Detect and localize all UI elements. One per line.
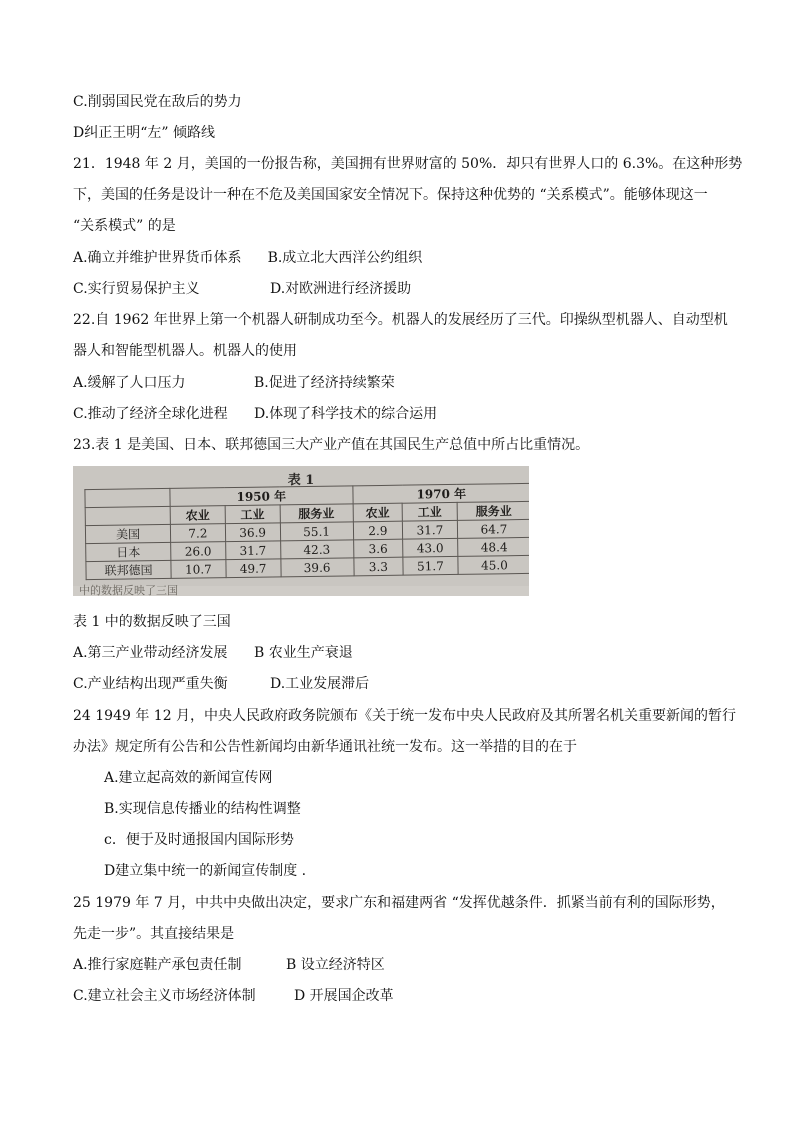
q25-option-b: B 设立经济特区	[286, 957, 385, 973]
col-header: 工业	[402, 502, 457, 521]
photo-cutoff-text: 中的数据反映了三国	[73, 586, 529, 596]
question-21-options-ab	[73, 248, 422, 268]
question-22-options-ab	[73, 373, 395, 393]
question-22-text-line2: 器人和智能型机器人。机器人的使用	[73, 343, 297, 359]
q21-option-c: C.实行贸易保护主义	[73, 281, 200, 297]
q23-option-d: D.工业发展滞后	[270, 676, 370, 692]
table-cell: 26.0	[171, 542, 226, 561]
table-cell: 2.9	[353, 521, 403, 540]
question-21-text-line3: “关系模式” 的是	[73, 218, 176, 234]
question-22-text-line1: 22.自 1962 年世界上第一个机器人研制成功至今。机器人的发展经历了三代。印操纵型机器人、自动型机	[73, 312, 728, 328]
q25-option-a: A.推行家庭鞋产承包责任制	[73, 957, 242, 973]
table-title: 表 1	[287, 473, 315, 488]
table-cell: 45.0	[458, 555, 529, 574]
q22-option-b: B.促进了经济持续繁荣	[254, 375, 395, 391]
question-23-text-line1: 23.表 1 是美国、日本、联邦德国三大产业产值在其国民生产总值中所占比重情况。	[73, 437, 590, 453]
table-cell: 31.7	[402, 520, 457, 539]
table-corner-2	[85, 506, 170, 525]
table-corner	[85, 488, 170, 507]
table-cell: 10.7	[171, 560, 226, 579]
question-25-options-cd	[73, 986, 394, 1006]
q25-option-d: D 开展国企改革	[294, 988, 394, 1004]
row-label: 日本	[86, 542, 171, 561]
table-cell: 31.7	[225, 541, 280, 560]
year-1970-header: 1970 年	[353, 483, 529, 503]
table-cell: 3.3	[354, 557, 404, 576]
year-1950-header: 1950 年	[170, 486, 353, 507]
question-23-text-line2: 表 1 中的数据反映了三国	[73, 614, 231, 630]
table-cell: 43.0	[403, 538, 458, 557]
table-cell: 51.7	[403, 556, 458, 575]
q22-option-a: A.缓解了人口压力	[73, 375, 186, 391]
q22-option-c: C.推动了经济全球化进程	[73, 406, 228, 422]
question-25-text-line2: 先走一步”。其直接结果是	[73, 926, 235, 942]
q21-option-a: A.确立并维护世界货币体系	[73, 250, 242, 266]
table-cell: 39.6	[280, 558, 353, 577]
table-cell: 48.4	[457, 537, 529, 556]
q24-option-a: A.建立起高效的新闻宣传网	[104, 770, 273, 786]
q23-option-c: C.产业结构出现严重失衡	[73, 676, 228, 692]
data-table	[84, 483, 529, 580]
table-cell: 3.6	[353, 539, 403, 558]
question-21-text-line1: 21．1948 年 2 月，美国的一份报告称，美国拥有世界财富的 50%．却只有世界人口的 6.3%。在这种形势	[73, 156, 743, 172]
table-cell: 49.7	[226, 559, 281, 578]
col-header: 农业	[353, 503, 403, 522]
question-22-options-cd	[73, 404, 437, 424]
q21-option-d: D.对欧洲进行经济援助	[270, 281, 412, 297]
question-21-text-line2: 下，美国的任务是设计一种在不危及美国国家安全情况下。保持这种优势的 “关系模式”。能够体现这一	[73, 187, 708, 203]
col-header: 农业	[170, 506, 225, 525]
q24-option-d: D建立集中统一的新闻宣传制度 .	[104, 863, 307, 879]
option-d-prev: D纠正王明“左” 倾路线	[73, 125, 215, 141]
col-header: 服务业	[457, 501, 529, 520]
col-header: 服务业	[280, 504, 353, 523]
question-23-options-ab	[73, 643, 353, 663]
question-24-text-line2: 办法》规定所有公告和公告性新闻均由新华通讯社统一发布。这一举措的目的在于	[73, 739, 577, 755]
table-cell: 36.9	[225, 523, 280, 542]
question-23-options-cd	[73, 674, 369, 694]
table-cell: 64.7	[457, 519, 529, 538]
row-label: 美国	[85, 524, 170, 543]
question-25-text-line1: 25 1979 年 7 月，中共中央做出决定，要求广东和福建两省 “发挥优越条件．抓紧当前有利的国际形势，	[73, 895, 725, 911]
q24-option-c: c．便于及时通报国内国际形势	[104, 832, 294, 848]
question-24-text-line1: 24 1949 年 12 月，中央人民政府政务院颁布《关于统一发布中央人民政府及其所署名机关重要新闻的暂行	[73, 708, 737, 724]
table-cell: 55.1	[280, 522, 353, 541]
q22-option-d: D.体现了科学技术的综合运用	[254, 406, 438, 422]
q23-option-b: B 农业生产衰退	[254, 645, 353, 661]
question-21-options-cd	[73, 279, 411, 299]
table-cell: 7.2	[170, 524, 225, 543]
q21-option-b: B.成立北大西洋公约组织	[267, 250, 423, 266]
row-label: 联邦德国	[86, 560, 171, 579]
q25-option-c: C.建立社会主义市场经济体制	[73, 988, 256, 1004]
q24-option-b: B.实现信息传播业的结构性调整	[104, 801, 301, 817]
col-header: 工业	[225, 505, 280, 524]
q23-option-a: A.第三产业带动经济发展	[73, 645, 228, 661]
table-cell: 42.3	[280, 540, 353, 559]
option-c-prev: C.削弱国民党在敌后的势力	[73, 94, 242, 110]
table-1-photo	[73, 466, 529, 596]
question-25-options-ab	[73, 955, 385, 975]
